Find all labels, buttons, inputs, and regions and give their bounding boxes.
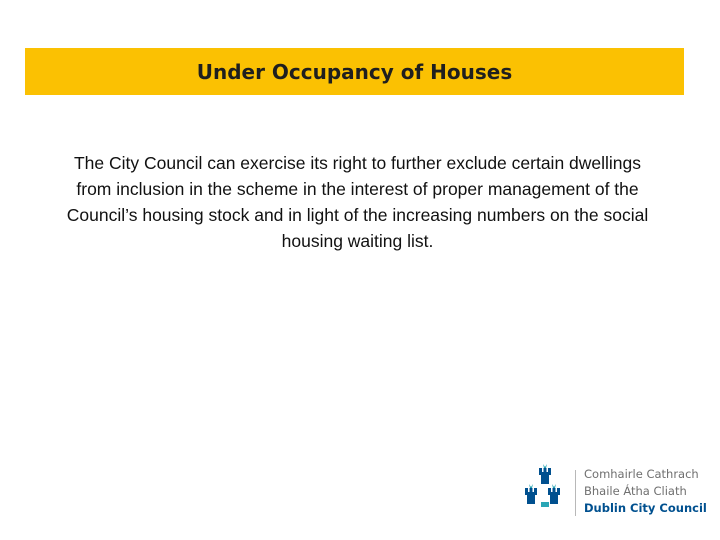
logo-text: [584, 466, 707, 517]
title-bar: [25, 48, 684, 95]
logo-line-english: Dublin City Council: [584, 501, 707, 515]
castle-tower-top: [539, 468, 551, 484]
castle-tower-left: [525, 488, 537, 504]
castle-towers-icon: [522, 464, 568, 520]
body-paragraph: The City Council can exercise its right to further exclude certain dwellings from inclusion in the scheme in the interest of proper management of the Council’s housing stock and in light of the increasing numbers on the social housing waiting list.: [66, 153, 649, 251]
dublin-city-council-logo: [522, 464, 707, 520]
castle-tower-right: [548, 488, 560, 504]
logo-divider: [575, 470, 576, 516]
slide-title: Under Occupancy of Houses: [196, 59, 513, 84]
logo-line-irish-1: Comhairle Cathrach: [584, 467, 699, 481]
logo-line-irish-2: Bhaile Átha Cliath: [584, 484, 687, 498]
